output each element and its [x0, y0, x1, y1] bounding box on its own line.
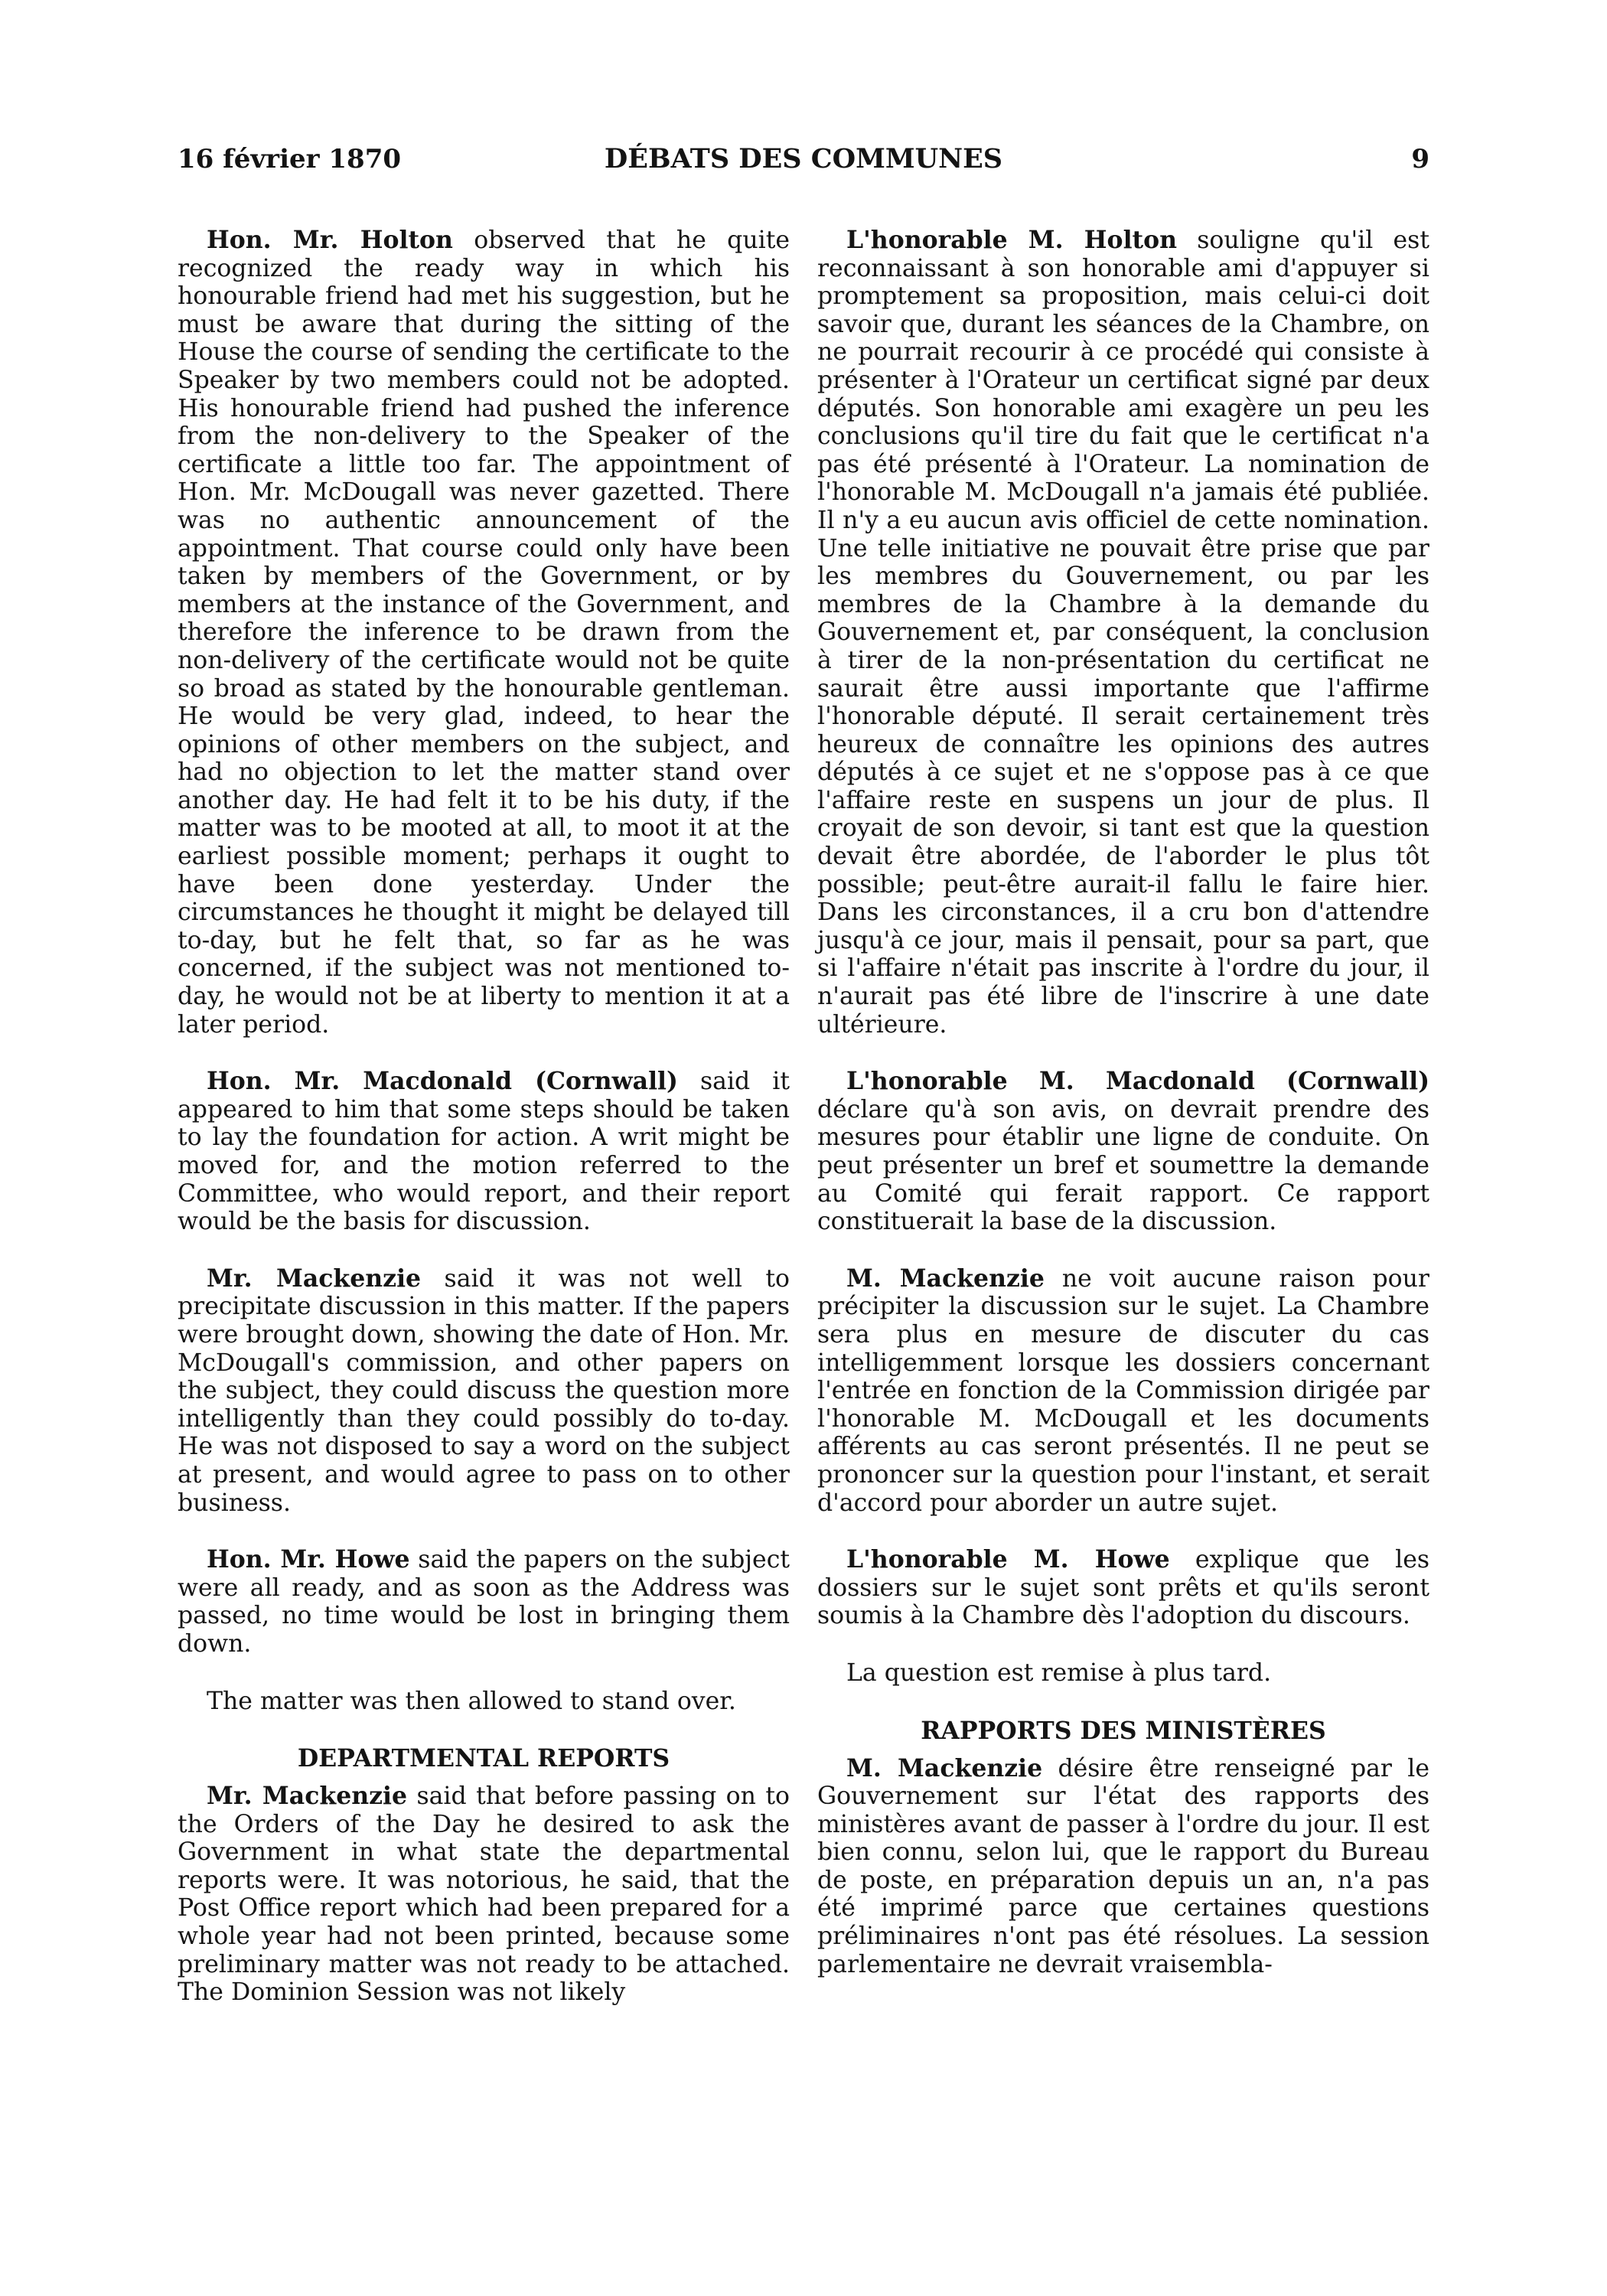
paragraph-macdonald: [817, 1068, 1429, 1236]
speaker-name: Hon. Mr. Howe: [207, 1545, 410, 1574]
paragraph-text: observed that he quite recognized the ready way in which his honourable friend had met his suggestion, but he must be aware that during the sitting of the House the course of sending the certificate to the Speaker by two members could not be adopted. His honourable friend had pushed the inference from the non-delivery to the Speaker of the certificate a little too far. The appointment of Hon. Mr. McDougall was never gazetted. There was no authentic announcement of the appointment. That course could only have been taken by members of the Government, or by members at the instance of the Government, and therefore the inference to be drawn from the non-delivery of the certificate would not be quite so broad as stated by the honourable gentleman. He would be very glad, indeed, to hear the opinions of other members on the subject, and had no objection to let the matter stand over another day. He had felt it to be his duty, if the matter was to be mooted at all, to moot it at the earliest possible moment; perhaps it ought to have been done yesterday. Under the circumstances he thought it might be delayed till to-day, but he felt that, so far as he was concerned, if the subject was not mentioned to-day, he would not be at liberty to mention it at a later period.: [178, 227, 790, 1039]
section-heading: DEPARTMENTAL REPORTS: [297, 1744, 670, 1773]
french-column: [817, 227, 1429, 1978]
paragraph-text: désire être renseigné par le Gouvernement sur l'état des rapports des ministères avant de passer à l'ordre du jour. Il est bien connu, selon lui, que le rapport du Bureau de poste, en préparation depuis un an, n'a pas été imprimé parce que certaines questions préliminaires n'ont pas été résolues. La session parlementaire ne devrait vraisembla-: [817, 1754, 1429, 1978]
speaker-name: Mr. Mackenzie: [207, 1264, 422, 1293]
paragraph-text: said the papers on the subject were all ready, and as soon as the Address was passed, no time would be lost in bringing them down.: [178, 1546, 790, 1658]
speaker-name: L'honorable M. Holton: [846, 226, 1177, 254]
paragraph-mackenzie-reports: [178, 1782, 790, 2007]
speaker-name: Mr. Mackenzie: [207, 1782, 408, 1811]
paragraph-text: said it was not well to precipitate discussion in this matter. If the papers were brought down, showing the date of Hon. Mr. McDougall's commission, and other papers on the subject, they could discuss the question more intelligently than they could possibly do to-day. He was not disposed to say a word on the subject at present, and would agree to pass on to other business.: [178, 1264, 790, 1517]
paragraph-mackenzie-reports: [817, 1755, 1429, 1979]
speaker-name: Hon. Mr. Macdonald (Cornwall): [207, 1067, 678, 1096]
speaker-name: Hon. Mr. Holton: [207, 226, 453, 254]
paragraph-text: said it appeared to him that some steps should be taken to lay the foundation for action. A writ might be moved for, and the motion referred to the Committee, who would report, and their report would be the basis for discussion.: [178, 1068, 790, 1236]
paragraph-stand-over: The matter was then allowed to stand over.: [207, 1687, 736, 1715]
paragraph-mackenzie: [817, 1265, 1429, 1517]
paragraph-howe: [817, 1546, 1429, 1630]
speaker-name: M. Mackenzie: [846, 1264, 1045, 1293]
section-heading: RAPPORTS DES MINISTÈRES: [921, 1716, 1326, 1745]
paragraph-holton: [817, 227, 1429, 1039]
paragraph-holton: [178, 227, 790, 1039]
paragraph-text: explique que les dossiers sur le sujet sont prêts et qu'ils seront soumis à la Chambre dès l'adoption du discours.: [817, 1546, 1430, 1630]
header-title: DÉBATS DES COMMUNES: [604, 143, 1003, 174]
speaker-name: M. Mackenzie: [846, 1753, 1043, 1782]
paragraph-stand-over: La question est remise à plus tard.: [846, 1658, 1272, 1687]
paragraph-text: said that before passing on to the Orders of the Day he desired to ask the Government in what state the departmental reports were. It was notorious, he said, that the Post Office report which had been prepared for a whole year had not been printed, because some preliminary matter was not ready to be attached. The Dominion Session was not likely: [178, 1782, 790, 2007]
paragraph-howe: [178, 1546, 790, 1658]
paragraph-mackenzie: [178, 1265, 790, 1517]
paragraph-text: souligne qu'il est reconnaissant à son honorable ami d'appuyer si promptement sa proposition, mais celui-ci doit savoir que, durant les séances de la Chambre, on ne pourrait recourir à ce procédé qui consiste à présenter à l'Orateur un certificat signé par deux députés. Son honorable ami exagère un peu les conclusions qu'il tire du fait que le certificat n'a pas été présenté à l'Orateur. La nomination de l'honorable M. McDougall n'a jamais été publiée. Il n'y a eu aucun avis officiel de cette nomination. Une telle initiative ne pouvait être prise que par les membres du Gouvernement, ou par les membres de la Chambre à la demande du Gouvernement et, par conséquent, la conclusion à tirer de la non-présentation du certificat ne saurait être aussi importante que l'affirme l'honorable député. Il serait certainement très heureux de connaître les opinions des autres députés à ce sujet et ne s'oppose pas à ce que l'affaire reste en suspens un jour de plus. Il croyait de son devoir, si tant est que la question devait être abordée, de l'aborder le plus tôt possible; peut-être aurait-il fallu le faire hier. Dans les circonstances, il a cru bon d'attendre jusqu'à ce jour, mais il pensait, pour sa part, que si l'affaire n'était pas inscrite à l'ordre du jour, il n'aurait pas été libre de l'inscrire à une date ultérieure.: [817, 227, 1429, 1039]
speaker-name: L'honorable M. Macdonald (Cornwall): [846, 1067, 1429, 1096]
paragraph-macdonald: [178, 1068, 790, 1236]
page-number: 9: [1411, 144, 1429, 174]
header-date: 16 février 1870: [178, 144, 402, 174]
paragraph-text: déclare qu'à son avis, on devrait prendre des mesures pour établir une ligne de conduite. On peut présenter un bref et soumettre la demande au Comité qui ferait rapport. Ce rapport constituerait la base de la discussion.: [817, 1095, 1429, 1236]
english-column: [178, 227, 790, 2007]
speaker-name: L'honorable M. Howe: [846, 1545, 1170, 1574]
paragraph-text: ne voit aucune raison pour précipiter la discussion sur le sujet. La Chambre sera plus en mesure de discuter du cas intelligemment lorsque les dossiers concernant l'entrée en fonction de la Commission dirigée par l'honorable M. McDougall et les documents afférents au cas seront présentés. Il ne peut se prononcer sur la question pour l'instant, et serait d'accord pour aborder un autre sujet.: [817, 1264, 1429, 1517]
